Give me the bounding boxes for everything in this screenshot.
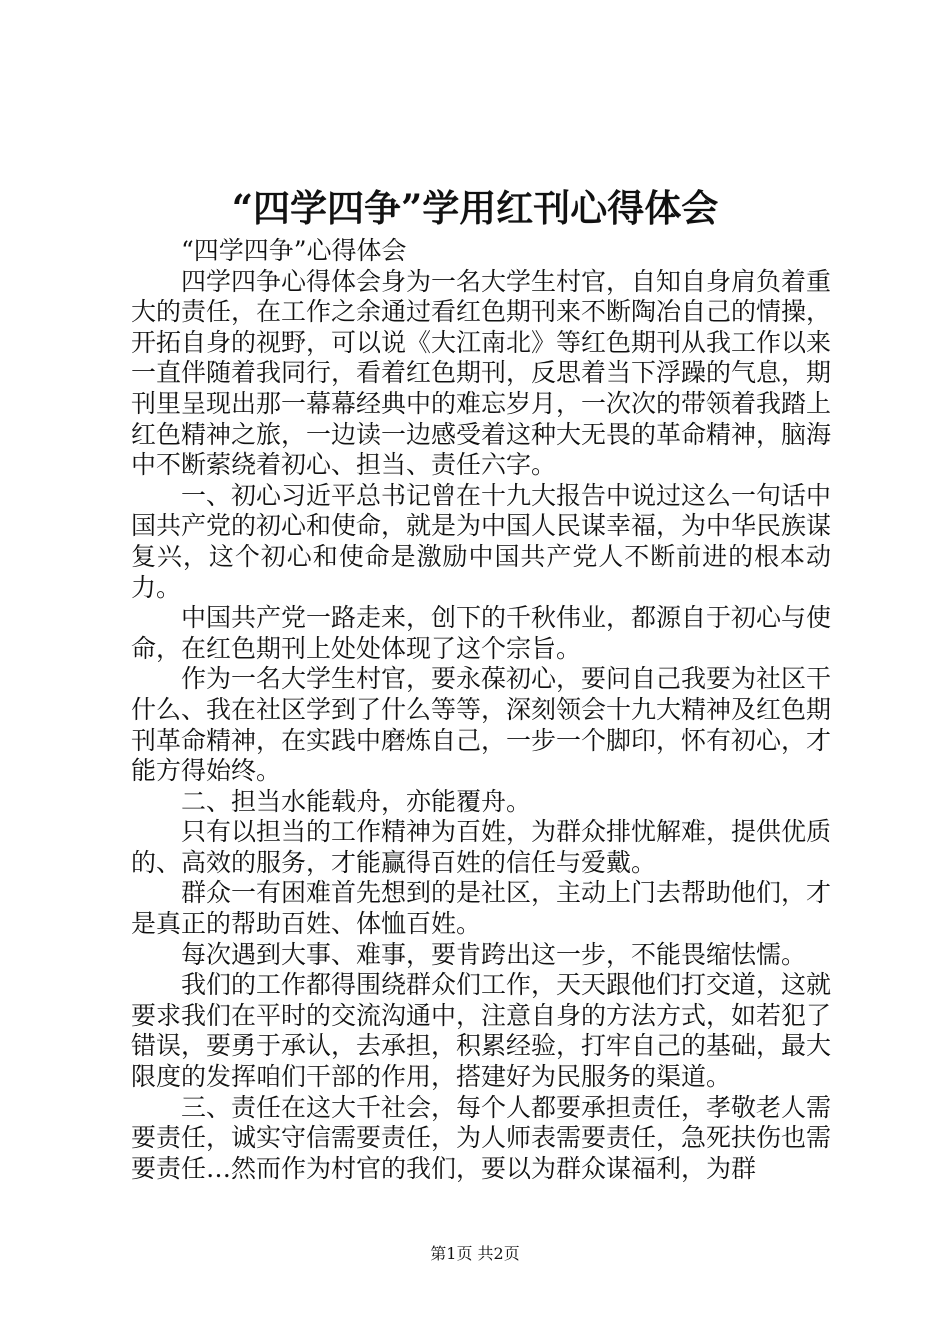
page-footer: 第1页 共2页 — [430, 1244, 520, 1263]
paragraph: 中国共产党一路走来，创下的千秋伟业，都源自于初心与使命，在红色期刊上处处体现了这个宗旨。 — [131, 603, 832, 663]
paragraph: 只有以担当的工作精神为百姓，为群众排忧解难，提供优质的、高效的服务，才能赢得百姓的信任与爱戴。 — [131, 817, 832, 877]
paragraph: 每次遇到大事、难事，要肯跨出这一步，不能畏缩怯懦。 — [181, 939, 807, 969]
paragraph-section-2: 二、担当水能载舟，亦能覆舟。 — [181, 786, 532, 816]
paragraph: 我们的工作都得围绕群众们工作，天天跟他们打交道，这就要求我们在平时的交流沟通中，注意自身的方法方式，如若犯了错误，要勇于承认，去承担，积累经验，打牢自己的基础，最大限度的发挥咱们干部的作用，搭建好为民服务的渠道。 — [131, 970, 832, 1092]
document-body — [131, 236, 831, 1184]
paragraph-section-3: 三、责任在这大千社会，每个人都要承担责任，孝敬老人需要责任，诚实守信需要责任，为人师表需要责任，急死扶伤也需要责任…然而作为村官的我们，要以为群众谋福利，为群 — [131, 1092, 832, 1183]
paragraph: 作为一名大学生村官，要永葆初心，要问自己我要为社区干什么、我在社区学到了什么等等，深刻领会十九大精神及红色期刊革命精神，在实践中磨炼自己，一步一个脚印，怀有初心，才能方得始终。 — [131, 664, 832, 786]
paragraph-section-1: 一、初心习近平总书记曾在十九大报告中说过这么一句话中国共产党的初心和使命，就是为中国人民谋幸福，为中华民族谋复兴，这个初心和使命是激励中国共产党人不断前进的根本动力。 — [131, 480, 832, 602]
document-title: “四学四争”学用红刊心得体会 — [231, 186, 719, 230]
paragraph-subtitle: “四学四争”心得体会 — [181, 236, 407, 265]
paragraph-intro: 四学四争心得体会身为一名大学生村官，自知自身肩负着重大的责任，在工作之余通过看红色期刊来不断陶冶自己的情操，开拓自身的视野，可以说《大江南北》等红色期刊从我工作以来一直伴随着我同行，看着红色期刊，反思着当下浮躁的气息，期刊里呈现出那一幕幕经典中的难忘岁月，一次次的带领着我踏上红色精神之旅，一边读一边感受着这种大无畏的革命精神，脑海中不断萦绕着初心、担当、责任六字。 — [131, 266, 832, 480]
paragraph: 群众一有困难首先想到的是社区，主动上门去帮助他们，才是真正的帮助百姓、体恤百姓。 — [131, 878, 832, 939]
